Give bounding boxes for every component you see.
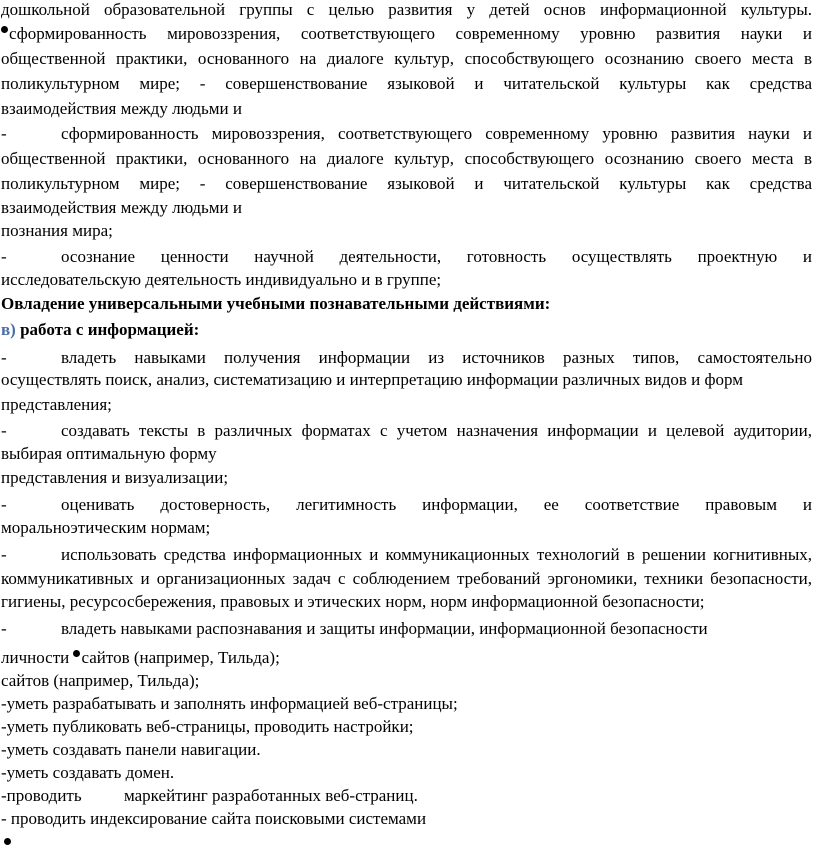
- text-line: гигиены, ресурсосбережения, правовых и этических норм, норм информационной безопасности;: [1, 592, 705, 611]
- text-line: общественной практики, основанного на диалоге культур, способствующего осознанию своего места в: [1, 49, 812, 68]
- list-item: - оценивать достоверность, легитимность информации, ее соответствие правовым и: [1, 495, 812, 514]
- text-line: представления;: [1, 395, 112, 414]
- text-line: общественной практики, основанного на диалоге культур, способствующего осознанию своего места в: [1, 149, 812, 168]
- list-item: - осознание ценности научной деятельности, готовность осуществлять проектную и: [1, 247, 812, 266]
- text-line: выбирая оптимальную форму: [1, 444, 217, 463]
- text-line: представления и визуализации;: [1, 468, 229, 487]
- bullet-icon: [4, 838, 11, 845]
- text-line: коммуникативных и организационных задач с соблюдением требований эргономики, техники безопасности,: [1, 569, 812, 588]
- bullet-icon: [73, 650, 80, 657]
- text-line: поликультурном мире; - совершенствование языковой и читательской культуры как средства: [1, 174, 812, 193]
- text-line: исследовательскую деятельность индивидуально и в группе;: [1, 270, 442, 289]
- text-line: осуществлять поиск, анализ, систематизацию и интерпретацию информации различных видов и форм: [1, 370, 744, 389]
- list-item: - владеть навыками получения информации из источников разных типов, самостоятельно: [1, 348, 812, 367]
- text-line: сформированность мировоззрения, соответствующего современному уровню развития науки и: [1, 22, 812, 46]
- text-line: -уметь разрабатывать и заполнять информацией веб-страницы;: [1, 694, 458, 713]
- bullet-icon: [1, 26, 8, 33]
- subsection-heading: в) работа с информацией:: [1, 320, 200, 339]
- section-heading: Овладение универсальными учебными познавательными действиями:: [1, 294, 551, 313]
- list-item: - использовать средства информационных и коммуникационных технологий в решении когнитивных,: [1, 545, 812, 564]
- text-line: дошкольной образовательной группы с целью развития у детей основ информационной культуры.: [1, 0, 812, 19]
- text-line: моральноэтическим нормам;: [1, 518, 211, 537]
- list-item: - сформированность мировоззрения, соответствующего современному уровню развития науки и: [1, 124, 812, 143]
- text-line: познания мира;: [1, 221, 113, 240]
- text-line: поликультурном мире; - совершенствование языковой и читательской культуры как средства: [1, 74, 812, 93]
- text-line: [4, 836, 12, 856]
- list-item: - создавать тексты в различных форматах с учетом назначения информации и целевой аудитории,: [1, 421, 812, 440]
- text-line: -проводить маркейтинг разработанных веб-страниц.: [1, 786, 418, 805]
- text-line: -уметь создавать домен.: [1, 763, 175, 782]
- text-line: личности сайтов (например, Тильда);: [1, 648, 280, 667]
- text-line: -уметь публиковать веб-страницы, проводить настройки;: [1, 717, 414, 736]
- list-item: - владеть навыками распознавания и защиты информации, информационной безопасности: [1, 619, 708, 638]
- text-line: -уметь создавать панели навигации.: [1, 740, 261, 759]
- text-line: взаимодействия между людьми и: [1, 99, 242, 118]
- text-line: - проводить индексирование сайта поисковыми системами: [1, 809, 427, 828]
- text-line: сайтов (например, Тильда);: [1, 671, 200, 690]
- text-line: взаимодействия между людьми и: [1, 198, 242, 217]
